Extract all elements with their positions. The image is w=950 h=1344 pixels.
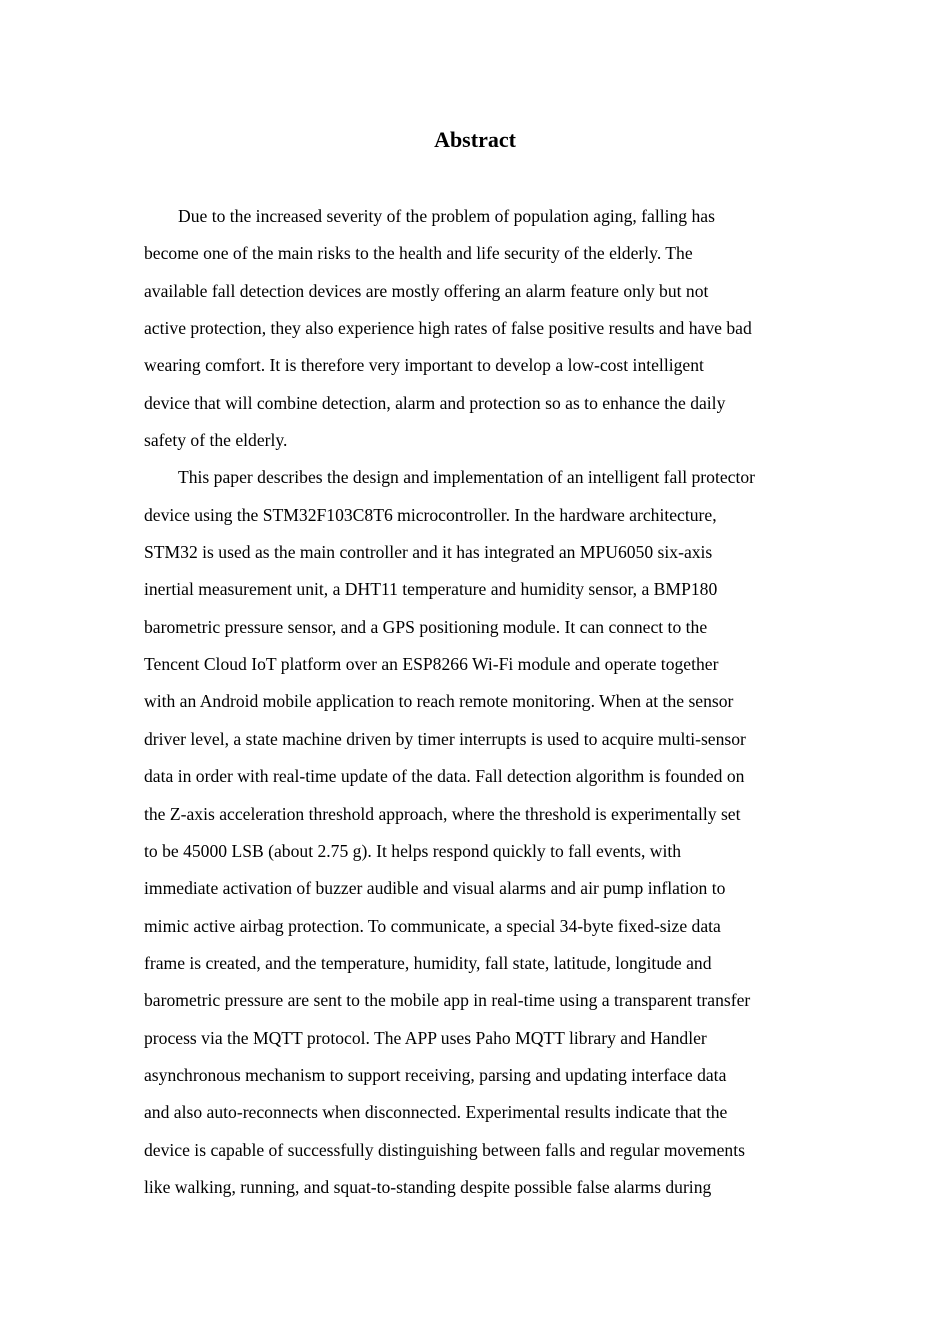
page-title: Abstract — [434, 127, 516, 152]
text-line: barometric pressure are sent to the mobile app in real-time using a transparent transfer — [144, 990, 751, 1011]
text-line: available fall detection devices are mostly offering an alarm feature only but not — [144, 280, 709, 301]
text-line: with an Android mobile application to reach remote monitoring. When at the sensor — [144, 691, 734, 712]
paragraph-1 — [144, 198, 808, 459]
text-line: driver level, a state machine driven by timer interrupts is used to acquire multi-sensor — [144, 728, 746, 749]
text-line: like walking, running, and squat-to-standing despite possible false alarms during — [144, 1176, 712, 1197]
text-line: STM32 is used as the main controller and it has integrated an MPU6050 six-axis — [144, 542, 713, 563]
text-line: immediate activation of buzzer audible and visual alarms and air pump inflation to — [144, 878, 726, 899]
text-line: the Z-axis acceleration threshold approach, where the threshold is experimentally set — [144, 803, 741, 824]
text-line: process via the MQTT protocol. The APP uses Paho MQTT library and Handler — [144, 1027, 707, 1048]
text-line: safety of the elderly. — [144, 430, 288, 451]
text-line: and also auto-reconnects when disconnected. Experimental results indicate that the — [144, 1102, 728, 1123]
text-line: active protection, they also experience high rates of false positive results and have bad — [144, 318, 752, 339]
text-line: device that will combine detection, alarm and protection so as to enhance the daily — [144, 392, 726, 413]
abstract-body — [144, 198, 808, 1206]
text-line: mimic active airbag protection. To communicate, a special 34-byte fixed-size data — [144, 915, 721, 936]
text-line: device using the STM32F103C8T6 microcontroller. In the hardware architecture, — [144, 504, 717, 525]
text-line: to be 45000 LSB (about 2.75 g). It helps respond quickly to fall events, with — [144, 840, 682, 861]
text-line: wearing comfort. It is therefore very important to develop a low-cost intelligent — [144, 355, 704, 376]
paragraph-2 — [144, 459, 808, 1206]
text-line: barometric pressure sensor, and a GPS positioning module. It can connect to the — [144, 616, 708, 637]
text-line: become one of the main risks to the health and life security of the elderly. The — [144, 243, 693, 264]
text-line: inertial measurement unit, a DHT11 temperature and humidity sensor, a BMP180 — [144, 579, 718, 600]
text-line: frame is created, and the temperature, humidity, fall state, latitude, longitude and — [144, 952, 712, 973]
text-line: Tencent Cloud IoT platform over an ESP8266 Wi-Fi module and operate together — [144, 654, 719, 675]
text-line: device is capable of successfully distinguishing between falls and regular movements — [144, 1139, 745, 1160]
text-line: asynchronous mechanism to support receiving, parsing and updating interface data — [144, 1064, 727, 1085]
text-line: data in order with real-time update of the data. Fall detection algorithm is founded on — [144, 766, 745, 787]
text-line: Due to the increased severity of the problem of population aging, falling has — [178, 206, 715, 226]
text-line: This paper describes the design and implementation of an intelligent fall protector — [178, 467, 755, 488]
